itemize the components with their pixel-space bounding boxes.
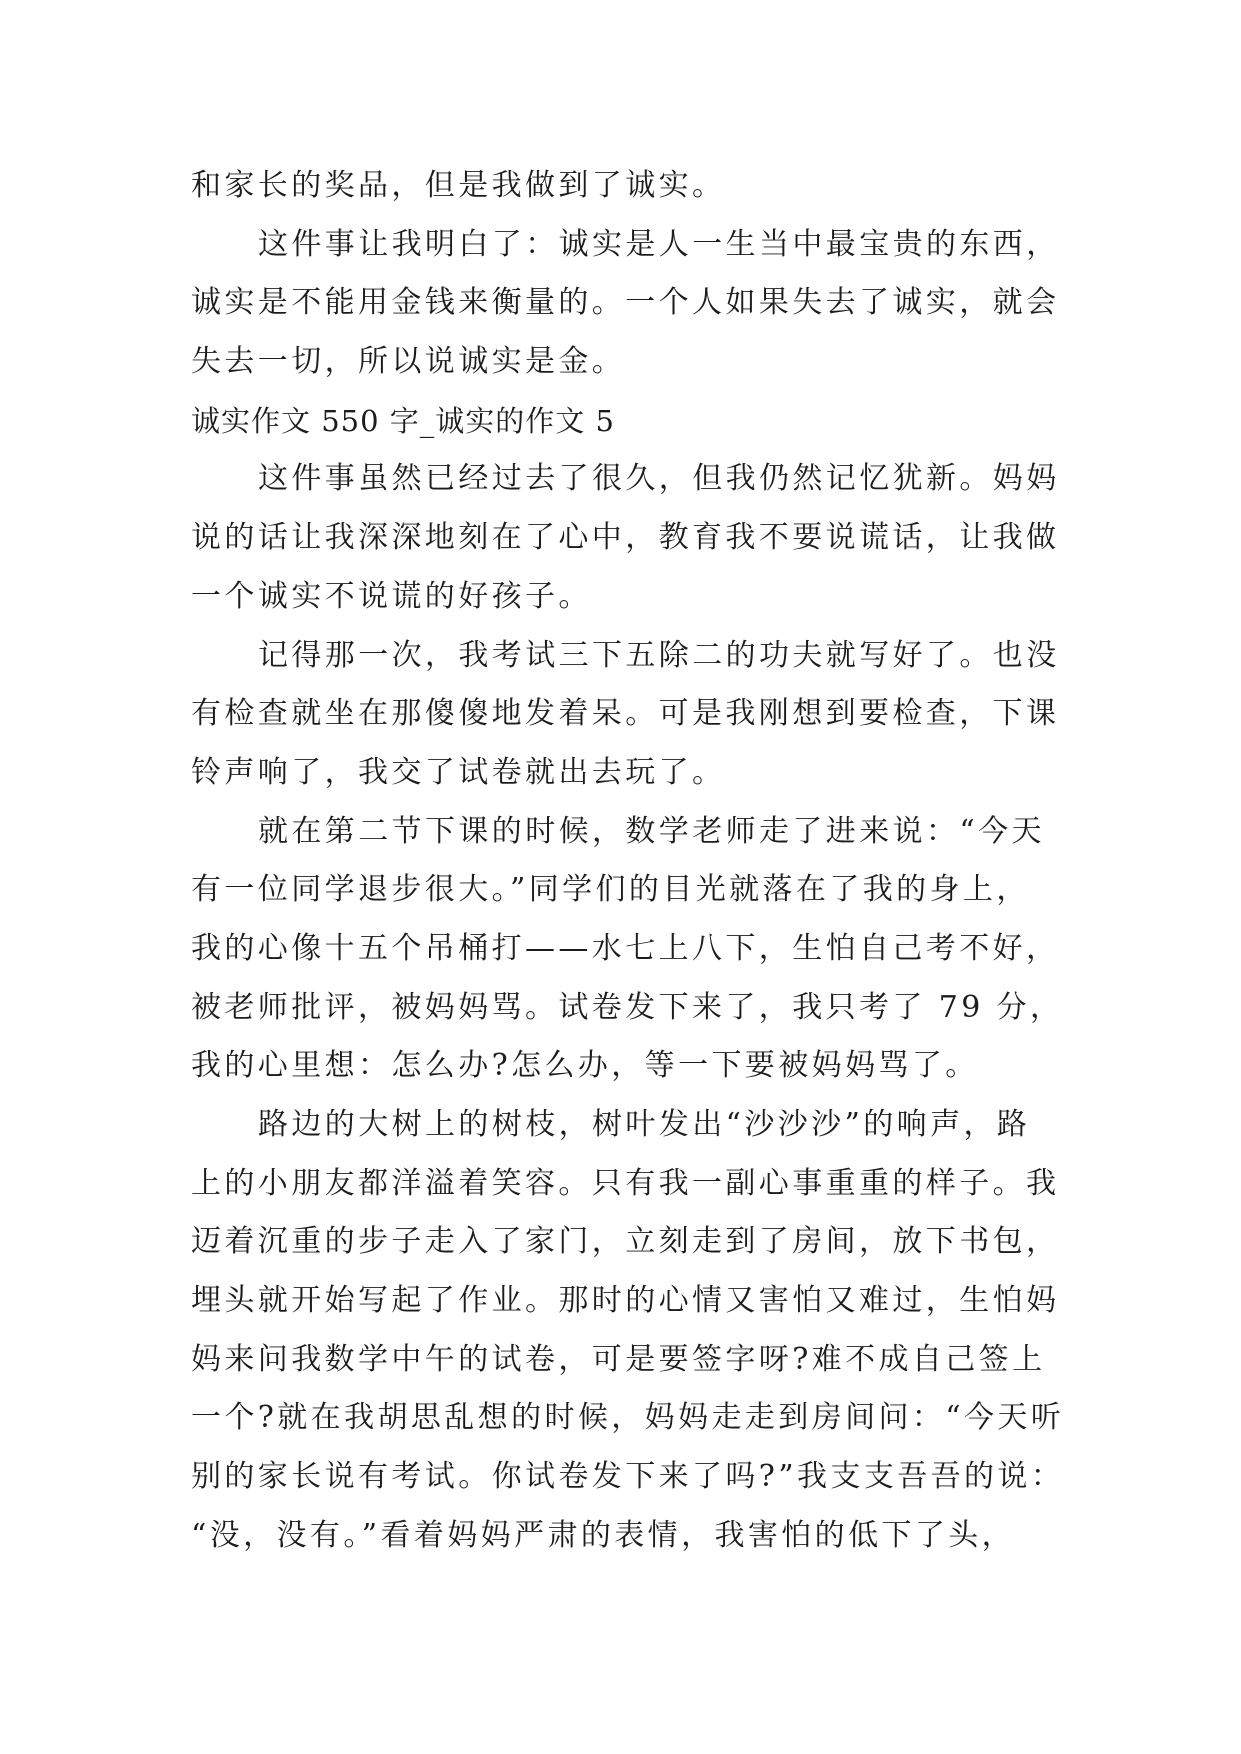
text-line: 有检查就坐在那傻傻地发着呆。可是我刚想到要检查，下课 [191, 696, 1060, 732]
essay-paragraph [191, 627, 1151, 803]
previous-essay-paragraph [191, 157, 1151, 216]
text-line: 诚实是不能用金钱来衡量的。一个人如果失去了诚实，就会 [191, 285, 1060, 321]
text-line: 说的话让我深深地刻在了心中，教育我不要说谎话，让我做 [191, 520, 1060, 556]
text-line: 我的心像十五个吊桶打——水七上八下，生怕自己考不好， [191, 930, 1060, 966]
text-line: 这件事虽然已经过去了很久，但我仍然记忆犹新。妈妈 [258, 461, 1060, 497]
text-line: 一个诚实不说谎的好孩子。 [191, 578, 592, 614]
text-line: 路边的大树上的树枝，树叶发出“沙沙沙”的响声，路 [258, 1107, 1031, 1142]
text-line: 和家长的奖品，但是我做到了诚实。 [191, 168, 726, 203]
essay-paragraph [191, 450, 1151, 626]
essay-paragraph [191, 1096, 1151, 1566]
text-line: 妈来问我数学中午的试卷，可是要签字呀?难不成自己签上 [191, 1341, 1046, 1377]
text-line: 我的心里想：怎么办?怎么办，等一下要被妈妈骂了。 [191, 1048, 979, 1084]
text-line: 就在第二节下课的时候，数学老师走了进来说：“今天 [258, 813, 1045, 849]
text-line: 被老师批评，被妈妈骂。试卷发下来了，我只考了 79 分， [191, 989, 1064, 1025]
text-line: 铃声响了，我交了试卷就出去玩了。 [191, 754, 726, 790]
text-line: 上的小朋友都洋溢着笑容。只有我一副心事重重的样子。我 [191, 1165, 1060, 1201]
document-body [191, 157, 1151, 1566]
previous-essay-paragraph [191, 216, 1151, 392]
text-line: 有一位同学退步很大。”同学们的目光就落在了我的身上， [191, 872, 1030, 908]
text-line: 失去一切，所以说诚实是金。 [191, 344, 626, 380]
essay-paragraph [191, 803, 1151, 1096]
text-line: 埋头就开始写起了作业。那时的心情又害怕又难过，生怕妈 [191, 1283, 1060, 1319]
text-line: 迈着沉重的步子走入了家门，立刻走到了房间，放下书包， [191, 1224, 1060, 1260]
text-line: 记得那一次，我考试三下五除二的功夫就写好了。也没 [258, 637, 1060, 673]
text-line: 别的家长说有考试。你试卷发下来了吗?”我支支吾吾的说： [191, 1459, 1065, 1495]
text-line: 这件事让我明白了：诚实是人一生当中最宝贵的东西， [258, 226, 1060, 262]
essay-title: 诚实作文 550 字_诚实的作文 5 [191, 403, 615, 438]
text-line: “没，没有。”看着妈妈严肃的表情，我害怕的低下了头， [191, 1517, 1016, 1553]
text-line: 一个?就在我胡思乱想的时候，妈妈走走到房间问：“今天听 [191, 1400, 1065, 1436]
